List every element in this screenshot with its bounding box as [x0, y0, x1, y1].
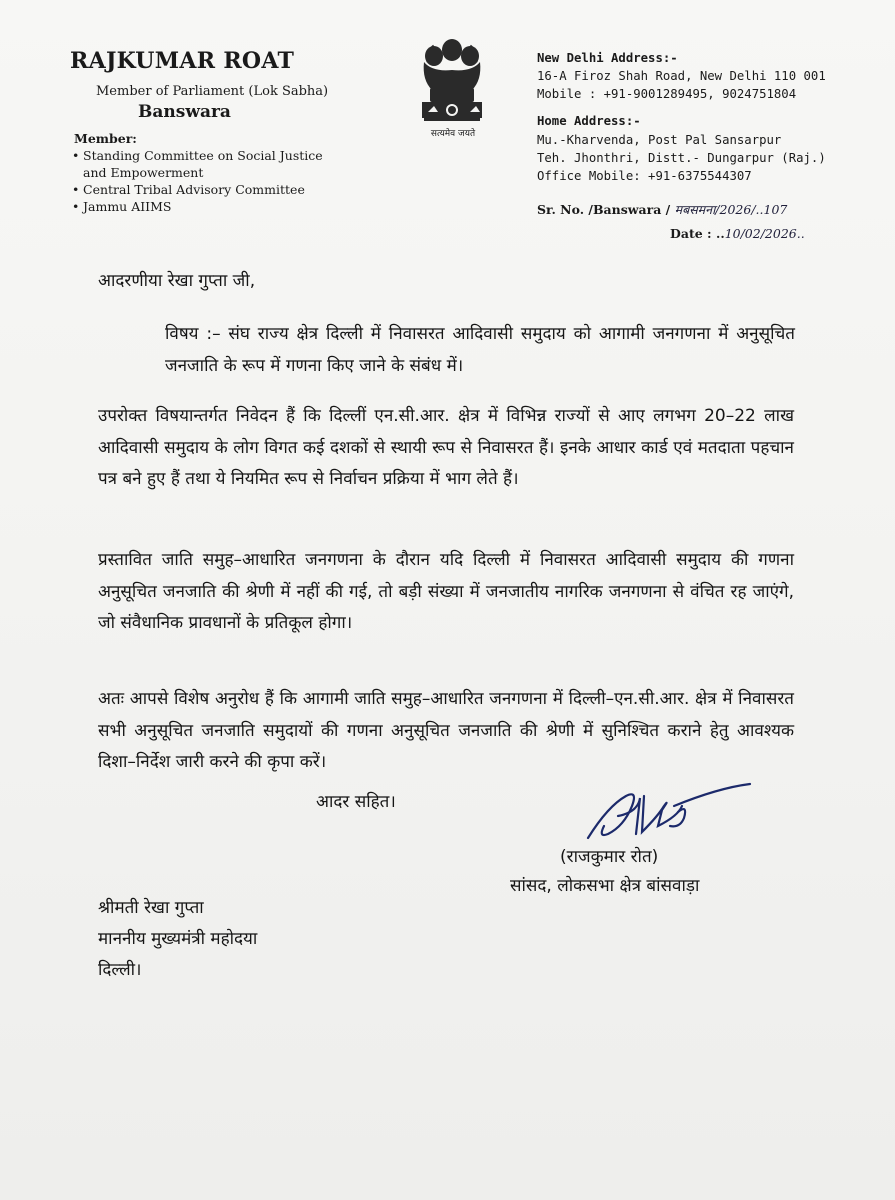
- mp-constituency: Banswara: [138, 102, 231, 122]
- subject-line: विषय :– संघ राज्य क्षेत्र दिल्ली में निवासरत आदिवासी समुदाय को आगामी जनगणना में अनुसूचित जनजाति के रूप में गणना किए जाने के संबंध में।: [165, 324, 795, 376]
- serial-number: [537, 201, 787, 218]
- serial-value: मबसमना/2026/..107: [674, 202, 788, 217]
- mp-name: RAJKUMAR ROAT: [70, 48, 295, 74]
- home-address-line: Teh. Jhonthri, Distt.- Dungarpur (Raj.): [537, 151, 826, 165]
- body-paragraph-1: उपरोक्त विषयान्तर्गत निवेदन हैं कि दिल्लीं एन.सी.आर. क्षेत्र में विभिन्न राज्यों से आए लगभग 20–22 लाख आदिवासी समुदाय के लोग विगत कई दशकों से स्थायी रूप से निवासरत हैं। इनके आधार कार्ड एवं मतदाता पहचान पत्र बने हुए हैं तथा ये नियमित रूप से निर्वाचन प्रक्रिया में भाग लेते हैं।: [98, 406, 794, 489]
- home-address-line: Mu.-Kharvenda, Post Pal Sansarpur: [537, 133, 782, 147]
- delhi-address-heading: New Delhi Address:-: [537, 51, 678, 65]
- body-paragraph-2: प्रस्तावित जाति समुह–आधारित जनगणना के दौरान यदि दिल्ली में निवासरत आदिवासी समुदाय की गणना अनुसूचित जनजाति की श्रेणी में नहीं की गई, तो बड़ी संख्या में जनजातीय नागरिक जनगणना से वंचित रह जाएंगे, जो संवैधानिक प्रावधानों के प्रतिकूल होगा।: [98, 550, 794, 633]
- addressee-place: दिल्ली।: [98, 960, 142, 980]
- delhi-address-line: 16-A Firoz Shah Road, New Delhi 110 001: [537, 69, 826, 83]
- signatory-title: सांसद, लोकसभा क्षेत्र बांसवाड़ा: [510, 876, 700, 896]
- membership-heading: Member:: [74, 131, 137, 146]
- membership-list: [70, 147, 360, 215]
- letter-date: [670, 226, 805, 241]
- membership-item: • Central Tribal Advisory Committee: [70, 181, 360, 198]
- office-mobile: Office Mobile: +91-6375544307: [537, 169, 752, 183]
- closing-line: आदर सहित।: [316, 792, 396, 812]
- serial-label: Sr. No. /Banswara /: [537, 202, 671, 217]
- membership-item: • Jammu AIIMS: [70, 198, 360, 215]
- delhi-mobile: Mobile : +91-9001289495, 9024751804: [537, 87, 797, 101]
- date-value: 10/02/2026..: [724, 226, 805, 241]
- mp-role: Member of Parliament (Lok Sabha): [96, 84, 329, 99]
- emblem-motto: सत्यमेव जयते: [430, 129, 476, 139]
- date-label: Date : ..: [670, 226, 725, 241]
- addressee-role: माननीय मुख्यमंत्री महोदया: [98, 929, 258, 949]
- body-paragraph-3: अतः आपसे विशेष अनुरोध हैं कि आगामी जाति समुह–आधारित जनगणना में दिल्ली–एन.सी.आर. क्षेत्र में निवासरत सभी अनुसूचित जनजाति समुदायों की गणना अनुसूचित जनजाति की श्रेणी में सुनिश्चित कराने हेतु आवश्यक दिशा–निर्देश जारी करने की कृपा करें।: [98, 689, 794, 772]
- home-address-heading: Home Address:-: [537, 114, 641, 128]
- addressee-name: श्रीमती रेखा गुप्ता: [98, 898, 204, 918]
- signatory-name: (राजकुमार रोत): [560, 847, 659, 867]
- membership-item: and Empowerment: [83, 165, 204, 180]
- membership-item: • Standing Committee on Social Justice: [70, 147, 360, 164]
- signature-icon: [578, 776, 758, 848]
- salutation: आदरणीया रेखा गुप्ता जी,: [98, 271, 256, 291]
